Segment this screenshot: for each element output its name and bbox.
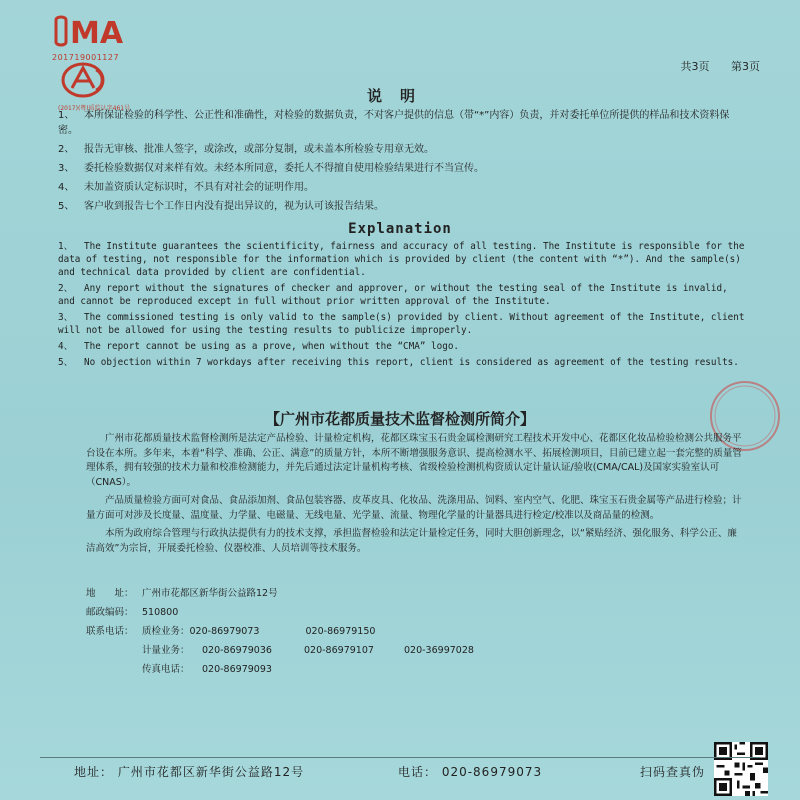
contact-info xyxy=(86,584,586,679)
cn-item-text: 客户收到报告七个工作日内没有提出异议的，视为认可该报告结果。 xyxy=(84,201,384,212)
institute-intro-title: 【广州市花都质量技术监督检测所简介】 xyxy=(264,410,535,428)
metrology-phone-row xyxy=(86,641,586,660)
page-current: 第3页 xyxy=(731,60,760,73)
qr-code-icon[interactable] xyxy=(714,742,768,796)
quality-phone-row xyxy=(86,622,586,641)
address-value: 广州市花都区新华街公益路12号 xyxy=(142,588,278,599)
cn-item-text: 报告无审核、批准人签字，或涂改，或部分复制，或未盖本所检验专用章无效。 xyxy=(84,144,434,155)
footer-divider xyxy=(40,757,760,758)
page-total: 共3页 xyxy=(680,60,710,73)
address-label: 地 址： xyxy=(86,588,134,599)
cma-number: 201719001127 xyxy=(52,53,120,62)
en-item-text: The Institute guarantees the scientificity, fairness and accuracy of all testing. The Institute is responsible for the data of testing, not responsible for the information which is provided by client (the content with “*”). And the sample(s) and technical data provided by client are confidential. xyxy=(58,241,745,278)
intro-paragraph: 本所为政府综合管理与行政执法提供有力的技术支撑，承担监督检验和法定计量检定任务，同时大胆创新理念，以“紧贴经济、强化服务、科学公正、廉洁高效”为宗旨，开展委托检验、仪器校准、人员培训等技术服务。 xyxy=(86,528,737,554)
intro-paragraph: 产品质量检验方面可对食品、食品添加剂、食品包装容器、皮革皮具、化妆品、洗涤用品、饲料、室内空气、化肥、珠宝玉石贵金属等产品进行检验；计量方面可对涉及长度量、温度量、力学量、电磁量、无线电量、光学量、流量、物理化学量的计量器具进行检定/校准以及商品量的检测。 xyxy=(86,495,742,521)
page-count xyxy=(681,58,761,74)
cn-item-number: 5、 xyxy=(58,201,75,212)
quality-phone-1: 020-86979073 xyxy=(189,626,260,637)
cal-number: (2017)(粤)质监认字461号 xyxy=(58,105,131,112)
en-item-text: The report cannot be using as a prove, when without the “CMA” logo. xyxy=(84,341,460,352)
phone-label: 联系电话： xyxy=(86,626,134,637)
cn-explanation-list xyxy=(58,108,748,218)
metrology-phone-2: 020-86979107 xyxy=(304,645,374,656)
cma-logo-text: MA xyxy=(70,16,124,48)
en-explanation-list xyxy=(58,240,748,372)
en-explanation-title: Explanation xyxy=(348,221,452,237)
en-item xyxy=(58,240,748,279)
quality-phone-2: 020-86979150 xyxy=(305,626,376,637)
en-item-number: 4、 xyxy=(58,341,73,352)
postcode-row xyxy=(86,603,586,622)
intro-paragraph: 广州市花都质量技术监督检测所是法定产品检验、计量检定机构，花都区珠宝玉石贵金属检测研究工程技术开发中心、花都区化妆品检验检测公共服务平台设在本所。多年来，本着“科学、准确、公正、满意”的质量方针，本所不断增强服务意识、提高检测水平、拓展检测项目，目前已建立起一套完整的质量管理体系，拥有较强的技术力量和校准检测能力，并先后通过法定计量机构考核、省级检验检测机构资质认定计量认证/验收(CMA/CAL)及国家实验室认可（CNAS）。 xyxy=(86,433,742,488)
fax-label: 传真电话： xyxy=(142,664,190,675)
en-item-number: 1、 xyxy=(58,241,73,252)
cma-mark xyxy=(52,14,132,62)
en-item-number: 2、 xyxy=(58,283,73,294)
cn-item-number: 1、 xyxy=(58,110,75,121)
en-item xyxy=(58,282,748,308)
en-item-number: 3、 xyxy=(58,312,73,323)
postcode-label: 邮政编码： xyxy=(86,607,134,618)
metrology-label: 计量业务： xyxy=(142,645,190,656)
cn-item-text: 委托检验数据仅对来样有效。未经本所同意，委托人不得擅自使用检验结果进行不当宣传。 xyxy=(84,163,484,174)
cma-logo-icon xyxy=(52,14,130,48)
cn-item-number: 3、 xyxy=(58,163,75,174)
postcode-value: 510800 xyxy=(142,607,179,618)
cn-explanation-title: 说明 xyxy=(366,87,433,105)
cn-item-number: 2、 xyxy=(58,144,75,155)
cn-item-number: 4、 xyxy=(58,182,75,193)
fax-value: 020-86979093 xyxy=(202,664,272,675)
cn-item xyxy=(58,180,748,195)
cn-item xyxy=(58,161,748,176)
en-item-text: No objection within 7 workdays after receiving this report, client is considered as agreement of the testing results. xyxy=(84,357,739,368)
cn-item xyxy=(58,108,748,138)
cn-item xyxy=(58,199,748,214)
footer-phone: 电话： 020-86979073 xyxy=(398,765,543,779)
footer-address: 地址： 广州市花都区新华街公益路12号 xyxy=(74,765,305,779)
en-item xyxy=(58,311,748,337)
en-item xyxy=(58,356,748,369)
cn-item-text: 未加盖资质认定标识时，不具有对社会的证明作用。 xyxy=(84,182,314,193)
quality-label: 质检业务： xyxy=(142,626,190,637)
cn-item-text: 本所保证检验的科学性、公正性和准确性，对检验的数据负责，不对客户提供的信息（带“*”内容）负责，并对委托单位所提供的样品和技术资料保密。 xyxy=(58,110,730,136)
en-item-text: Any report without the signatures of checker and approver, or without the testing seal of the Institute is invalid, and cannot be reproduced except in full without prior written approval of the Institute. xyxy=(58,283,728,307)
en-item xyxy=(58,340,748,353)
institute-intro xyxy=(86,432,746,560)
metrology-phone-1: 020-86979036 xyxy=(202,645,272,656)
scan-verify-label: 扫码查真伪 xyxy=(640,765,706,779)
en-item-text: The commissioned testing is only valid to the sample(s) provided by client. Without agreement of the Institute, client will not be allowed for using the testing results to publicize improperly. xyxy=(58,312,745,336)
fax-row xyxy=(86,660,586,679)
cn-item xyxy=(58,142,748,157)
metrology-phone-3: 020-36997028 xyxy=(404,645,474,656)
address-row xyxy=(86,584,586,603)
en-item-number: 5、 xyxy=(58,357,73,368)
